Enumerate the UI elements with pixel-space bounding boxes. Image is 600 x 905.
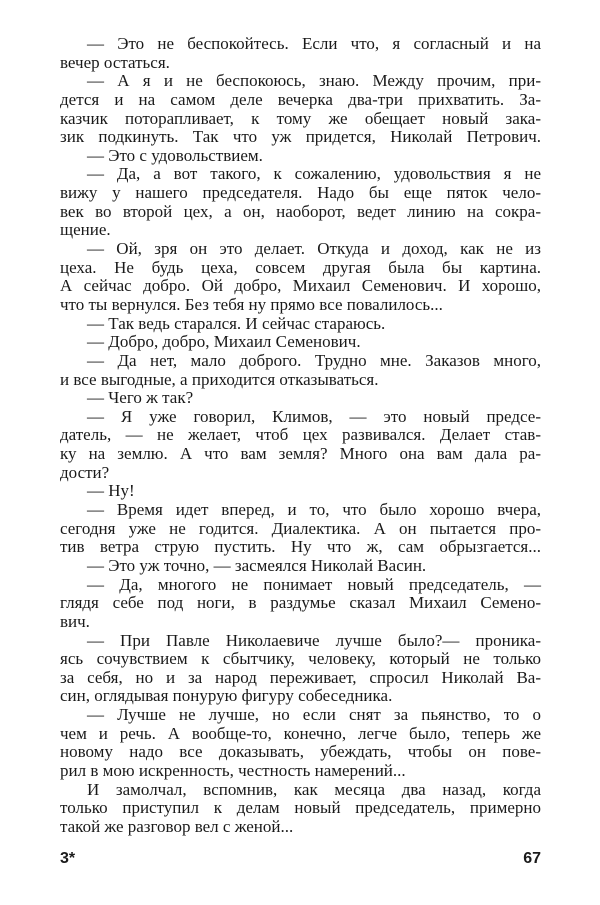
text-line: дется и на самом деле вечерка два-три прихватить. За-	[60, 89, 541, 109]
text-line: — Лучше не лучше, но если снят за пьянство, то о	[87, 705, 541, 725]
text-line: такой же разговор вел с женой...	[60, 816, 294, 836]
text-line: ку на землю. А что вам земля? Много она вам дала ра-	[60, 444, 541, 464]
text-line: глядя себе под ноги, в раздумье сказал Михаил Семено-	[60, 593, 541, 613]
text-line: тив ветра струю пустить. Ну что ж, сам обрызгается...	[60, 537, 541, 557]
text-line: — Так ведь старался. И сейчас стараюсь.	[87, 313, 386, 333]
text-line: рил в мою искренность, честность намерений...	[60, 760, 406, 780]
text-line: А сейчас добро. Ой добро, Михаил Семенович. И хорошо,	[60, 276, 541, 296]
text-line: вечер остаться.	[60, 52, 170, 72]
text-line: И замолчал, вспомнив, как месяца два назад, когда	[87, 779, 541, 799]
text-line: — Ой, зря он это делает. Откуда и доход, как не из	[87, 239, 541, 259]
text-line: новому надо все доказывать, убеждать, чтобы он пове-	[60, 742, 541, 762]
text-line: — Это с удовольствием.	[87, 145, 263, 165]
text-line: датель, — не желает, чтоб цех развивался. Делает став-	[60, 425, 541, 445]
text-line: век во второй цех, а он, наоборот, ведет линию на сокра-	[60, 201, 541, 221]
text-line: — Да, многого не понимает новый председатель, —	[87, 574, 541, 594]
text-line: — Ну!	[87, 481, 135, 501]
text-line: — А я и не беспокоюсь, знаю. Между прочим, при-	[87, 71, 541, 91]
text-line: ясь сочувствием к сбытчику, человеку, который не только	[60, 649, 541, 669]
text-line: вич.	[60, 611, 90, 631]
text-line: — Это не беспокойтесь. Если что, я согласный и на	[87, 34, 541, 53]
text-line: — Да нет, мало доброго. Трудно мне. Заказов много,	[87, 350, 541, 370]
text-line: — Да, а вот такого, к сожалению, удовольствия я не	[87, 164, 541, 184]
text-line: — Я уже говорил, Климов, — это новый предсе-	[87, 406, 541, 426]
text-line: чем и речь. А вообще-то, конечно, легче было, теперь же	[60, 723, 541, 743]
text-line: щение.	[60, 220, 111, 240]
signature-mark: 3*	[60, 850, 76, 867]
page-body-text	[60, 35, 541, 837]
page-number: 67	[523, 850, 541, 867]
text-line: сегодня уже не годится. Диалектика. А он пытается про-	[60, 518, 541, 538]
text-line: казчик поторапливает, к тому же обещает новый зака-	[60, 108, 541, 128]
text-line: цеха. Не будь цеха, совсем другая была бы картина.	[60, 257, 541, 277]
text-line: дости?	[60, 462, 110, 482]
text-line: син, оглядывая понурую фигуру собеседника.	[60, 686, 393, 706]
text-line: вижу у нашего председателя. Надо бы еще пяток чело-	[60, 183, 541, 203]
text-line: — Это уж точно, — засмеялся Николай Васин.	[87, 555, 427, 575]
text-line: — При Павле Николаевиче лучше было?— проника-	[87, 630, 541, 650]
text-line: только приступил к делам новый председатель, примерно	[60, 798, 541, 818]
text-line: — Чего ж так?	[87, 388, 194, 408]
text-line: зик подкинуть. Так что уж придется, Николай Петрович.	[60, 127, 541, 147]
text-line: и все выгодные, а приходится отказываться.	[60, 369, 379, 389]
text-line: — Время идет вперед, и то, что было хорошо вчера,	[87, 500, 541, 520]
text-line: что ты вернулся. Без тебя ну прямо все повалилось...	[60, 294, 443, 314]
text-line: — Добро, добро, Михаил Семенович.	[87, 332, 361, 352]
text-line: за себя, но и за народ переживает, спросил Николай Ва-	[60, 667, 541, 687]
